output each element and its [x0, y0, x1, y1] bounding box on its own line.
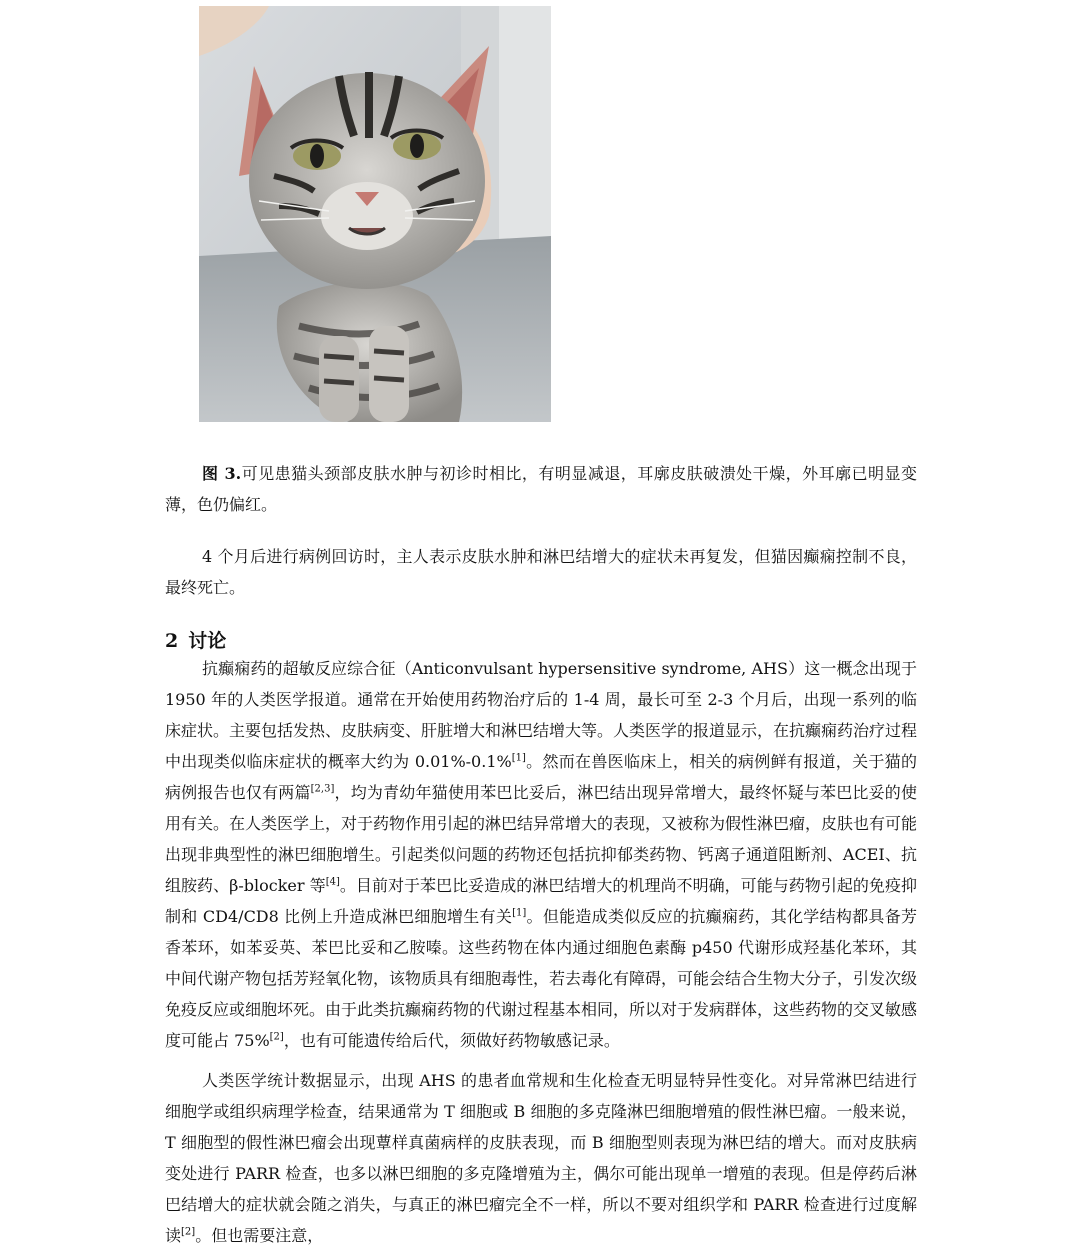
citation-ref: [1] [512, 907, 527, 919]
p1-text-6: ，也有可能遗传给后代，须做好药物敏感记录。 [283, 1031, 620, 1050]
section-title: 讨论 [188, 630, 227, 652]
citation-ref: [2] [181, 1226, 196, 1238]
p1-text-1: 抗癫痫药的超敏反应综合征（Anticonvulsant hypersensitive syndrome, AHS）这一概念出现于 1950 年的人类医学报道。通常在开始使用药物治疗后的 1-4 周，最长可至 2-3 个月后，出现一系列的临床症状。主要包括发热、皮肤病变、肝脏增大和淋巴结增大等。人类医学的报道显示，在抗癫痫药治疗过程中出现类似临床症状的概率大约为 0.01%-0.1% [165, 659, 918, 771]
citation-ref: [1] [511, 752, 526, 764]
citation-ref: [2] [269, 1031, 284, 1043]
p1-text-3: ，均为青幼年猫使用苯巴比妥后，淋巴结出现异常增大，最终怀疑与苯巴比妥的使用有关。在人类医学上，对于药物作用引起的淋巴结异常增大的表现，又被称为假性淋巴瘤，皮肤也有可能出现非典型性的淋巴细胞增生。引起类似问题的药物还包括抗抑郁类药物、钙离子通道阻断剂、ACEI、抗组胺药、β-blocker 等 [165, 783, 918, 895]
cat-illustration [199, 6, 551, 422]
section-number: 2 [165, 630, 179, 652]
p1-text-4: 。目前对于苯巴比妥造成的淋巴结增大的机理尚不明确，可能与药物引起的免疫抑制和 CD4/CD8 比例上升造成淋巴细胞增生有关 [165, 876, 917, 926]
figure-caption [165, 458, 917, 520]
citation-ref: [2,3] [310, 783, 335, 795]
figure-caption-text: 可见患猫头颈部皮肤水肿与初诊时相比，有明显减退，耳廓皮肤破溃处干燥，外耳廓已明显变薄，色仍偏红。 [165, 464, 917, 514]
p1-text-5: 。但能造成类似反应的抗癫痫药，其化学结构都具备芳香苯环，如苯妥英、苯巴比妥和乙胺嗪。这些药物在体内通过细胞色素酶 p450 代谢形成羟基化苯环，其中间代谢产物包括芳羟氧化物，该物质具有细胞毒性，若去毒化有障碍，可能会结合生物大分子，引发次级免疫反应或细胞坏死。由于此类抗癫痫药物的代谢过程基本相同，所以对于发病群体，这些药物的交叉敏感度可能占 75% [165, 907, 918, 1050]
p2-text-1: 人类医学统计数据显示，出现 AHS 的患者血常规和生化检查无明显特异性变化。对异常淋巴结进行细胞学或组织病理学检查，结果通常为 T 细胞或 B 细胞的多克隆淋巴细胞增殖的假性淋巴瘤。一般来说，T 细胞型的假性淋巴瘤会出现蕈样真菌病样的皮肤表现，而 B 细胞型则表现为淋巴结的增大。而对皮肤病变处进行 PARR 检查，也多以淋巴细胞的多克隆增殖为主，偶尔可能出现单一增殖的表现。但是停药后淋巴结增大的症状就会随之消失，与真正的淋巴瘤完全不一样，所以不要对组织学和 PARR 检查进行过度解读 [165, 1071, 917, 1245]
citation-ref: [4] [325, 876, 340, 888]
figure-3-cat-photo [199, 6, 551, 422]
followup-paragraph: 4 个月后进行病例回访时，主人表示皮肤水肿和淋巴结增大的症状未再复发，但猫因癫痫控制不良，最终死亡。 [165, 547, 917, 597]
p2-text-2: 。但也需要注意， [195, 1226, 324, 1245]
p1-text-2: 。然而在兽医临床上，相关的病例鲜有报道，关于猫的病例报告也仅有两篇 [165, 752, 917, 802]
section-heading [165, 627, 226, 655]
figure-label: 图 3. [202, 464, 242, 483]
discussion-paragraph-2 [165, 1065, 917, 1251]
discussion-paragraph-1 [165, 653, 917, 1056]
